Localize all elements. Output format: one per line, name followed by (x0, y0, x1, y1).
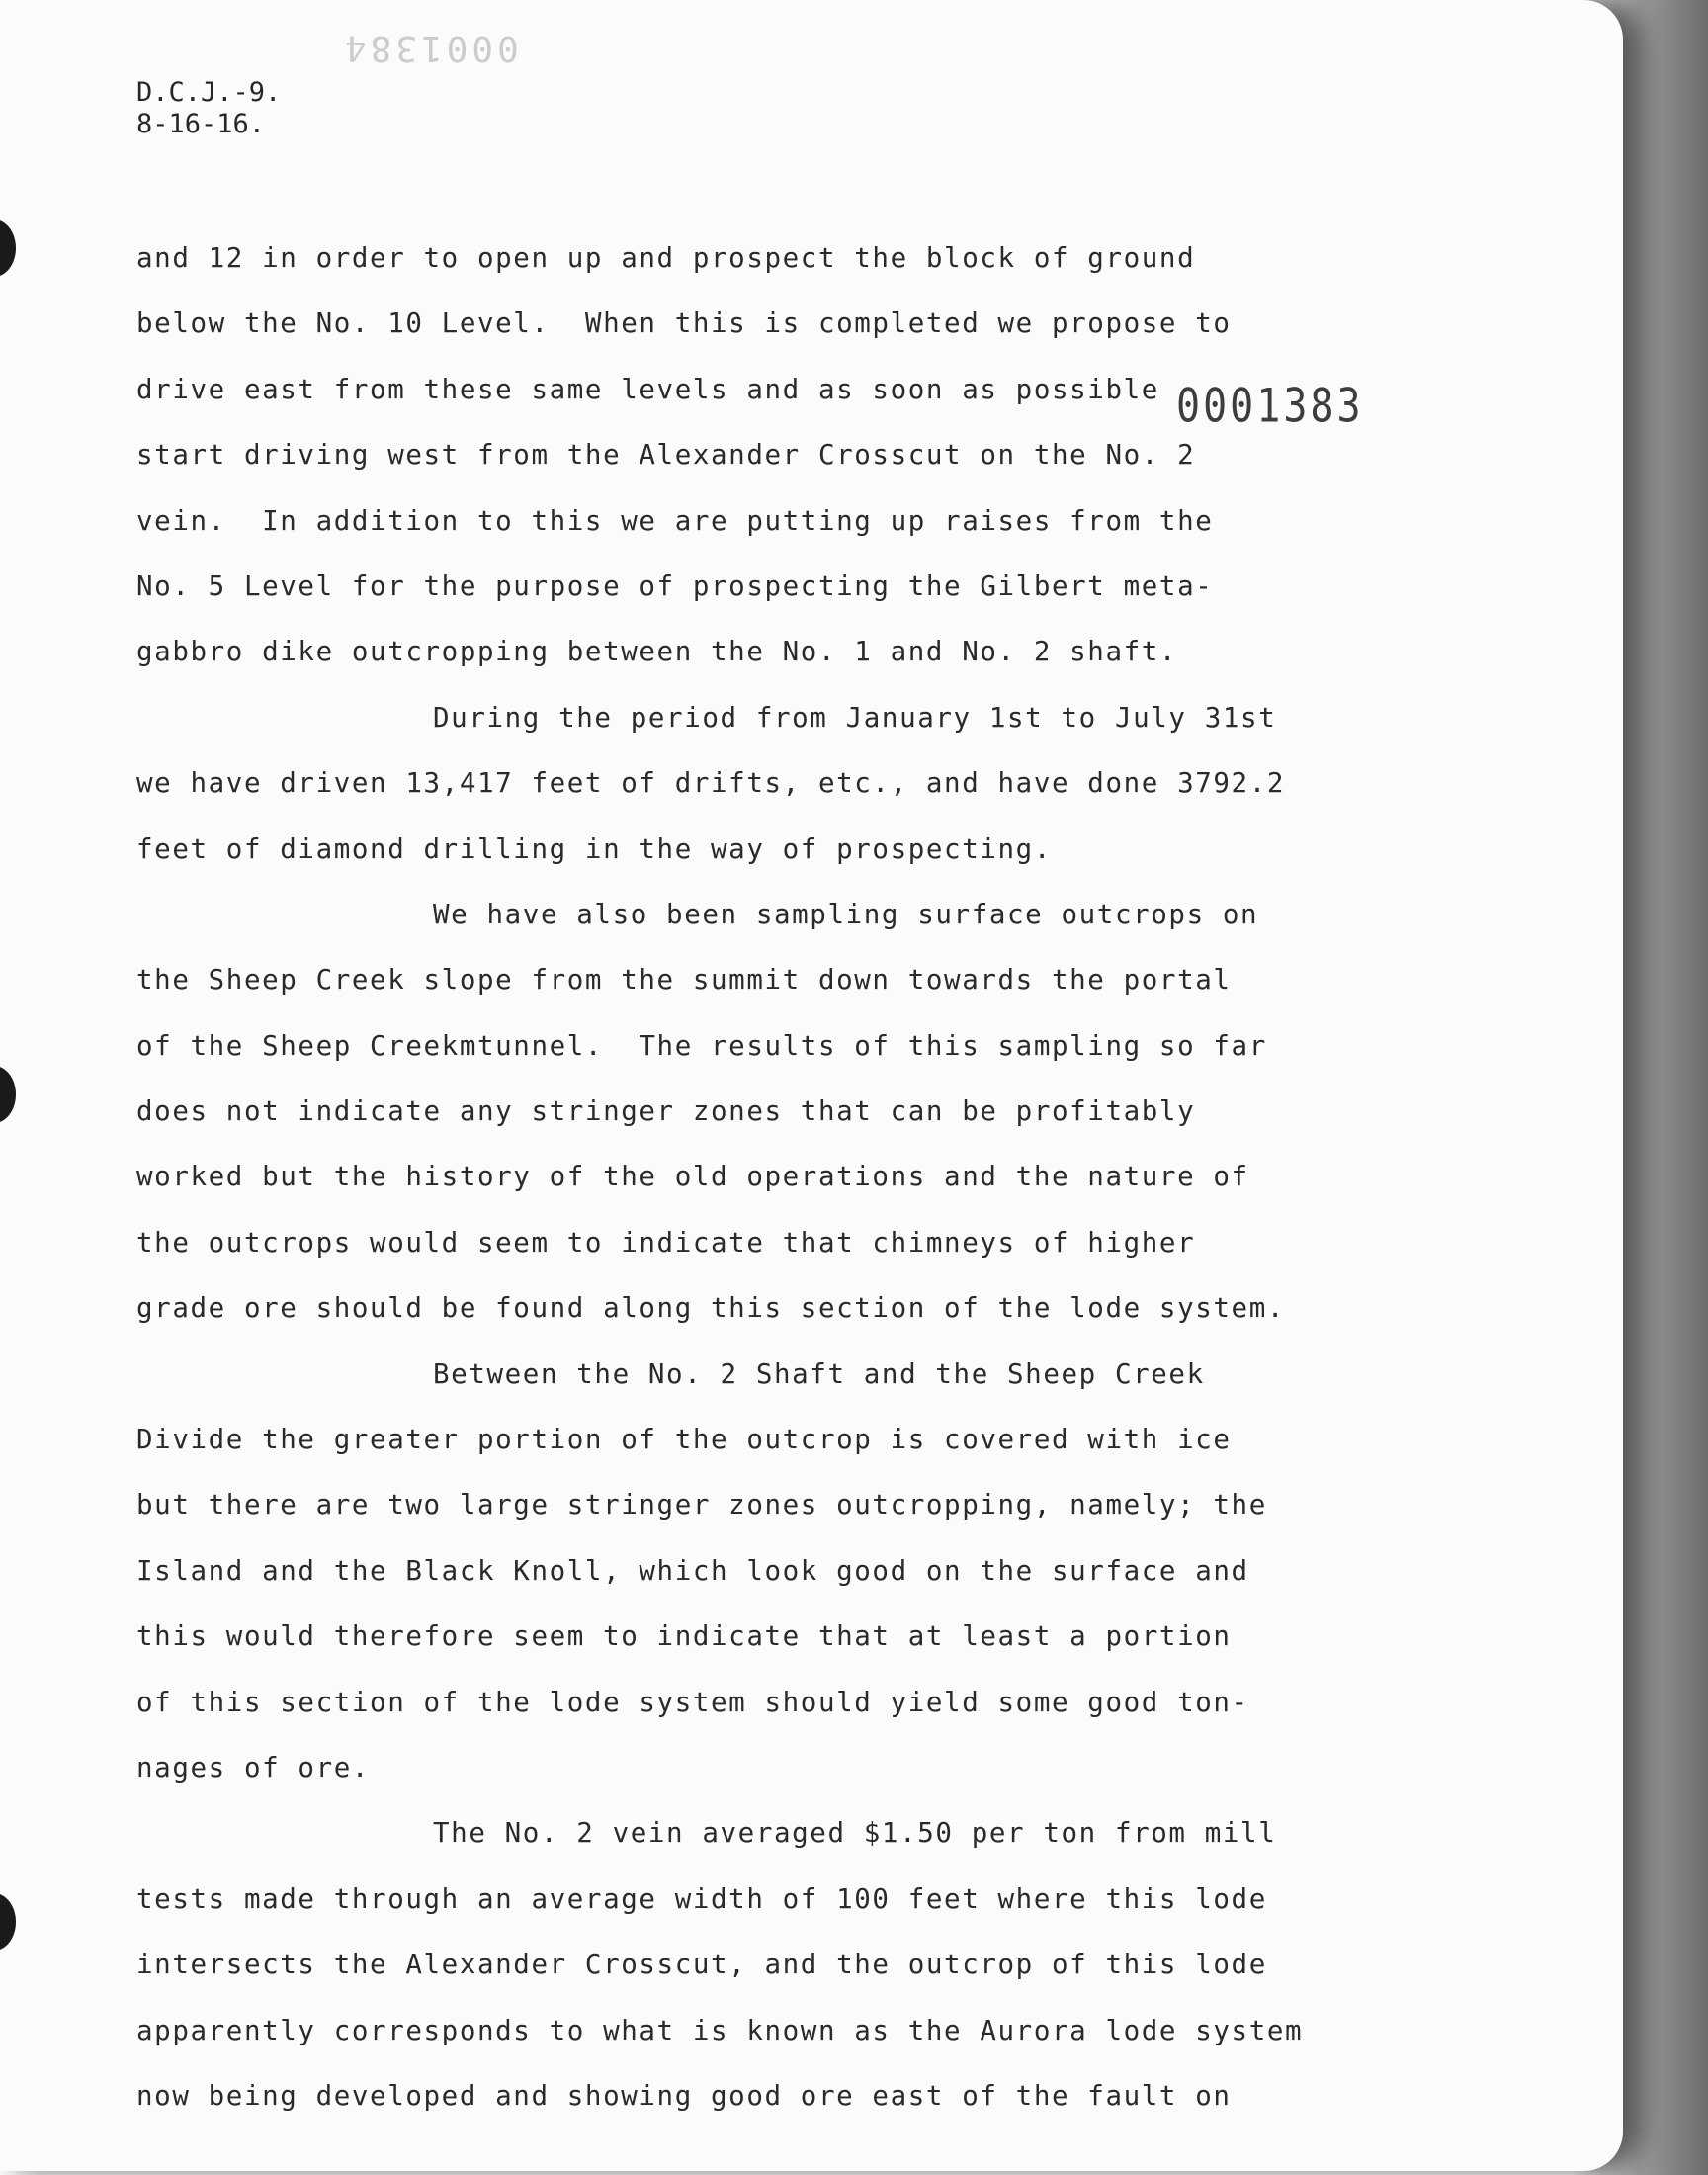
text-line: of the Sheep Creekmtunnel. The results of this sampling so far (136, 1029, 1267, 1062)
text-line: intersects the Alexander Crosscut, and the outcrop of this lode (136, 1949, 1267, 1981)
text-line: this would therefore seem to indicate that at least a portion (136, 1620, 1232, 1653)
text-line: now being developed and showing good ore east of the fault on (136, 2079, 1232, 2112)
document-code: D.C.J.-9. (136, 77, 282, 108)
text-line: During the period from January 1st to July 31st (433, 701, 1277, 734)
faint-stamp-number: 0001384 (341, 28, 519, 68)
text-line: below the No. 10 Level. When this is completed we propose to (136, 307, 1232, 340)
text-line: The No. 2 vein averaged $1.50 per ton from mill (433, 1817, 1277, 1850)
document-date: 8-16-16. (136, 109, 266, 139)
text-line: Divide the greater portion of the outcrop is covered with ice (136, 1424, 1232, 1456)
text-line: nages of ore. (136, 1751, 371, 1784)
text-line: Island and the Black Knoll, which look good on the surface and (136, 1554, 1249, 1587)
text-line: worked but the history of the old operations and the nature of (136, 1161, 1249, 1193)
text-line: We have also been sampling surface outcrops on (433, 898, 1259, 930)
text-line: and 12 in order to open up and prospect the block of ground (136, 242, 1196, 274)
text-line: the outcrops would seem to indicate that chimneys of higher (136, 1226, 1196, 1259)
text-line: apparently corresponds to what is known as the Aurora lode system (136, 2014, 1304, 2046)
text-line: vein. In addition to this we are putting up raises from the (136, 504, 1214, 537)
text-line: No. 5 Level for the purpose of prospecting the Gilbert meta- (136, 569, 1214, 602)
document-header (136, 77, 281, 140)
binder-hole-icon (0, 1893, 16, 1951)
text-line: we have driven 13,417 feet of drifts, etc., and have done 3792.2 (136, 767, 1286, 800)
text-line: gabbro dike outcropping between the No. 1 and No. 2 shaft. (136, 636, 1178, 668)
text-line: drive east from these same levels and as soon as possible (136, 373, 1159, 405)
binder-hole-icon (0, 1066, 16, 1123)
text-line: grade ore should be found along this section of the lode system. (136, 1292, 1286, 1325)
text-line: feet of diamond drilling in the way of prospecting. (136, 832, 1052, 865)
text-line: of this section of the lode system should yield some good ton- (136, 1686, 1249, 1718)
text-line: start driving west from the Alexander Crosscut on the No. 2 (136, 439, 1196, 472)
document-body (136, 225, 1451, 2129)
page-stamp-number: 0001383 (1176, 379, 1364, 434)
binder-hole-icon (0, 219, 16, 277)
text-line: the Sheep Creek slope from the summit down towards the portal (136, 964, 1232, 997)
text-line: tests made through an average width of 100 feet where this lode (136, 1882, 1267, 1915)
text-line: Between the No. 2 Shaft and the Sheep Creek (433, 1357, 1205, 1390)
text-line: does not indicate any stringer zones that can be profitably (136, 1095, 1196, 1128)
text-line: but there are two large stringer zones outcropping, namely; the (136, 1489, 1267, 1522)
